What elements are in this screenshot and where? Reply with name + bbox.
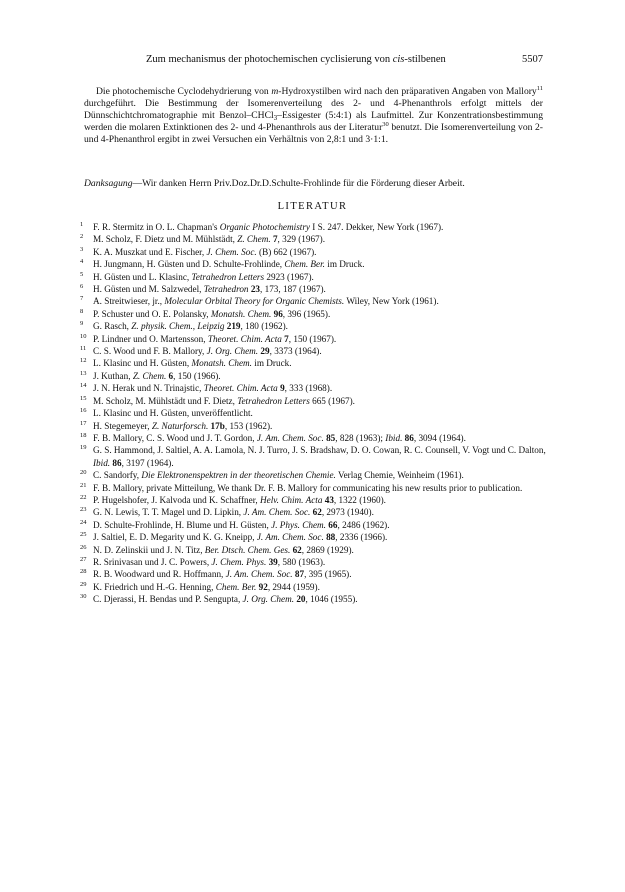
acknowledgement: Danksagung—Wir danken Herrn Priv.Doz.Dr.D.Schulte-Frohlinde für die Förderung dieser Arbeit.	[84, 178, 465, 189]
reference-item	[80, 382, 550, 394]
reference-text: P. Lindner und O. Martensson, Theoret. Chim. Acta 7, 150 (1967).	[93, 333, 337, 344]
reference-number: 4	[80, 258, 84, 266]
running-title: Zum mechanismus der photochemischen cyclisierung von cis-stilbenen	[146, 54, 446, 65]
reference-number: 20	[80, 469, 87, 477]
reference-number: 26	[80, 543, 87, 551]
reference-text: F. B. Mallory, private Mitteilung, We thank Dr. F. B. Mallory for communicating his new results prior to publication.	[93, 482, 523, 493]
reference-number: 6	[80, 283, 84, 291]
reference-text: M. Scholz, F. Dietz und M. Mühlstädt, Z. Chem. 7, 329 (1967).	[93, 234, 326, 245]
reference-item	[80, 531, 550, 543]
reference-number: 28	[80, 568, 87, 576]
reference-number: 3	[80, 245, 84, 253]
reference-item	[80, 519, 550, 531]
reference-item	[80, 469, 550, 481]
reference-item	[80, 407, 550, 419]
reference-item	[80, 581, 550, 593]
reference-number: 30	[80, 593, 87, 601]
reference-item	[80, 544, 550, 556]
reference-text: K. Friedrich und H.-G. Henning, Chem. Ber. 92, 2944 (1959).	[93, 581, 320, 592]
reference-number: 1	[80, 221, 84, 228]
reference-text: F. B. Mallory, C. S. Wood und J. T. Gordon, J. Am. Chem. Soc. 85, 828 (1963); Ibid. 86, 3094 (1964).	[93, 432, 466, 443]
reference-item	[80, 246, 550, 258]
reference-item	[80, 295, 550, 307]
reference-item	[80, 395, 550, 407]
reference-item	[80, 221, 550, 233]
reference-number: 12	[80, 357, 87, 365]
reference-text: H. Jungmann, H. Güsten und D. Schulte-Frohlinde, Chem. Ber. im Druck.	[93, 259, 365, 270]
reference-number: 16	[80, 407, 87, 415]
reference-item	[80, 556, 550, 568]
reference-item	[80, 320, 550, 332]
reference-number: 5	[80, 270, 84, 278]
reference-text: L. Klasinc und H. Güsten, unveröffentlicht.	[93, 408, 253, 419]
reference-text: K. A. Muszkat und E. Fischer, J. Chem. Soc. (B) 662 (1967).	[93, 246, 317, 257]
reference-text: H. Güsten und L. Klasinc, Tetrahedron Letters 2923 (1967).	[93, 271, 314, 282]
reference-text: N. D. Zelinskii und J. N. Titz, Ber. Dtsch. Chem. Ges. 62, 2869 (1929).	[93, 544, 354, 555]
reference-text: G. S. Hammond, J. Saltiel, A. A. Lamola, N. J. Turro, J. S. Bradshaw, D. O. Cowan, R. C. Counsell, V. Vogt und C. Dalton, Ibid. 86, 3197 (1964).	[93, 445, 546, 468]
reference-item	[80, 345, 550, 357]
reference-number: 19	[80, 444, 87, 452]
reference-text: C. Sandorfy, Die Elektronenspektren in der theoretischen Chemie. Verlag Chemie, Weinheim (1961).	[93, 470, 464, 481]
reference-text: D. Schulte-Frohlinde, H. Blume und H. Güsten, J. Phys. Chem. 66, 2486 (1962).	[93, 519, 390, 530]
reference-number: 21	[80, 481, 87, 489]
reference-number: 22	[80, 493, 87, 501]
reference-text: P. Hugelshofer, J. Kalvoda und K. Schaffner, Helv. Chim. Acta 43, 1322 (1960).	[93, 494, 386, 505]
reference-text: C. Djerassi, H. Bendas und P. Sengupta, J. Org. Chem. 20, 1046 (1955).	[93, 594, 358, 605]
reference-number: 18	[80, 431, 87, 439]
reference-number: 23	[80, 506, 87, 514]
reference-text: J. Saltiel, E. D. Megarity und K. G. Kneipp, J. Am. Chem. Soc. 88, 2336 (1966).	[93, 532, 388, 543]
reference-number: 8	[80, 307, 84, 315]
reference-number: 14	[80, 382, 87, 390]
reference-list	[80, 221, 550, 606]
reference-item	[80, 420, 550, 432]
reference-item	[80, 432, 550, 444]
reference-item	[80, 370, 550, 382]
reference-text: P. Schuster und O. E. Polansky, Monatsh. Chem. 96, 396 (1965).	[93, 308, 331, 319]
reference-text: J. N. Herak und N. Trinajstic, Theoret. Chim. Acta 9, 333 (1968).	[93, 383, 333, 394]
reference-number: 11	[80, 345, 87, 353]
reference-item	[80, 568, 550, 580]
reference-item	[80, 283, 550, 295]
reference-item	[80, 333, 550, 345]
reference-item	[80, 258, 550, 270]
reference-text: J. Kuthan, Z. Chem. 6, 150 (1966).	[93, 370, 221, 381]
reference-item	[80, 506, 550, 518]
reference-text: H. Güsten und M. Salzwedel, Tetrahedron 23, 173, 187 (1967).	[93, 284, 326, 295]
reference-item	[80, 357, 550, 369]
reference-text: R. Srinivasan und J. C. Powers, J. Chem. Phys. 39, 580 (1963).	[93, 556, 326, 567]
reference-number: 17	[80, 419, 87, 427]
reference-text: F. R. Stermitz in O. L. Chapman's Organic Photochemistry I S. 247. Dekker, New York (1967).	[93, 222, 444, 232]
reference-number: 27	[80, 555, 87, 563]
body-paragraph: Die photochemische Cyclodehydrierung von m-Hydroxystilben wird nach den präparativen Angaben von Mallory$^{11}$ durchgeführt. Die Bestimmung der Isomerenverteilung des 2- und 4-Phenanthrols erfolgt mittels der Dünnschichtchromatographie mit Benzol–CHCl$_3$–Essigester (5:4:1) als Laufmittel. Zur Konzentrationsbestimmung werden die molaren Extinktionen des 2- und 4-Phenanthrols aus der Literatur$^{30}$ benutzt. Die Isomerenverteilung von 2- und 4-Phenanthrol ergibt in zwei Versuchen ein Verhältnis von 2,8:1 und 3·1:1.	[84, 85, 543, 146]
references-heading: LITERATUR	[277, 201, 348, 212]
reference-number: 29	[80, 580, 87, 588]
reference-item	[80, 233, 550, 245]
reference-number: 2	[80, 233, 84, 241]
reference-text: H. Stegemeyer, Z. Naturforsch. 17b, 153 (1962).	[93, 420, 273, 431]
reference-text: L. Klasinc und H. Güsten, Monatsh. Chem. im Druck.	[93, 358, 292, 369]
reference-text: G. Rasch, Z. physik. Chem., Leipzig 219, 180 (1962).	[93, 321, 288, 332]
reference-number: 7	[80, 295, 84, 303]
reference-number: 9	[80, 320, 84, 328]
reference-item	[80, 271, 550, 283]
reference-number: 25	[80, 531, 87, 539]
reference-text: G. N. Lewis, T. T. Magel und D. Lipkin, J. Am. Chem. Soc. 62, 2973 (1940).	[93, 507, 374, 518]
reference-number: 15	[80, 394, 87, 402]
reference-number: 24	[80, 518, 87, 526]
reference-text: M. Scholz, M. Mühlstädt und F. Dietz, Tetrahedron Letters 665 (1967).	[93, 395, 355, 406]
reference-number: 10	[80, 332, 87, 340]
reference-item	[80, 308, 550, 320]
reference-item	[80, 494, 550, 506]
reference-text: R. B. Woodward und R. Hoffmann, J. Am. Chem. Soc. 87, 395 (1965).	[93, 569, 352, 580]
reference-number: 13	[80, 369, 87, 377]
reference-item	[80, 593, 550, 605]
reference-item	[80, 444, 550, 469]
page-number: 5507	[522, 54, 543, 65]
reference-item	[80, 482, 550, 494]
reference-text: C. S. Wood und F. B. Mallory, J. Org. Chem. 29, 3373 (1964).	[93, 346, 322, 357]
reference-text: A. Streitwieser, jr., Molecular Orbital Theory for Organic Chemists. Wiley, New York (1961).	[93, 296, 439, 307]
